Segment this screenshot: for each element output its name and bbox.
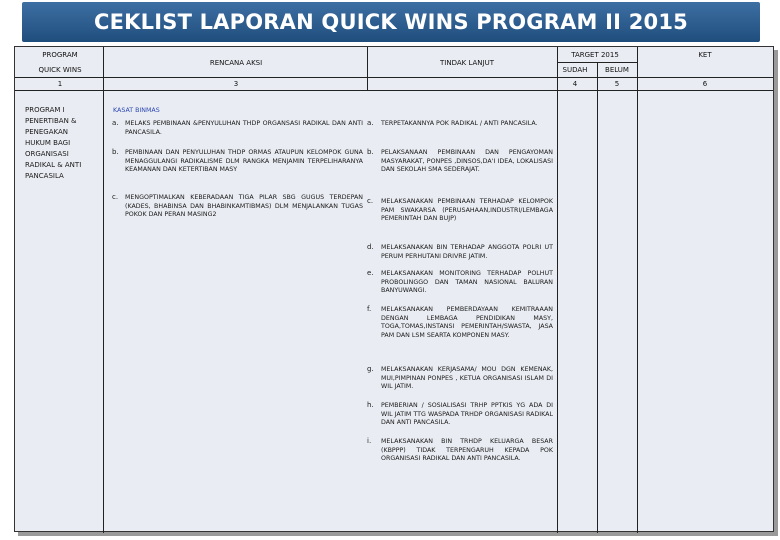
tindak-item-a: TERPETAKANNYA POK RADIKAL / ANTI PANCASILA. [381,120,538,127]
tindak-label-e: e. [367,269,374,277]
tindak-label-a: a. [367,119,374,127]
num-col-3: 3 [233,80,239,88]
title-banner [22,2,760,42]
header-rencana: RENCANA AKSI [209,59,263,67]
grid-line [557,47,558,533]
header-sudah: SUDAH [562,66,588,74]
program-line: PROGRAM I [25,106,65,114]
header-program-line2: QUICK WINS [38,66,82,74]
program-line: ORGANISASI [25,150,69,158]
tindak-label-g: g. [367,365,374,373]
tindak-label-f: f. [367,305,372,313]
program-line: HUKUM BAGI [25,139,71,147]
header-ket: KET [698,51,712,59]
program-line: PENERTIBAN & [25,117,77,125]
rencana-label-c: c. [112,193,119,201]
tindak-item-i: MELAKSANAKAN BIN TRHDP KELUARGA BESAR (KBPPP) TIDAK TERPENGARUH KEPADA POK ORGANISASI RADIKAL DAN ANTI PANCASILA. [381,438,553,463]
rencana-item-c: MENGOPTIMALKAN KEBERADAAN TIGA PILAR SBG GUGUS TERDEPAN (KADES, BHABINSA DAN BHABINKAMTIBMAS) DLM MENJALANKAN TUGAS POKOK DAN PERAN MASING2 [125,194,363,219]
header-tindak: TINDAK LANJUT [440,59,494,67]
num-col-1: 1 [57,80,63,88]
tindak-label-d: d. [367,243,374,251]
grid-line [15,90,773,91]
grid-line [637,47,638,533]
header-program-line1: PROGRAM [42,51,78,59]
grid-line [15,77,773,78]
rencana-item-a: MELAKS PEMBINAAN &PENYULUHAN THDP ORGANSASI RADIKAL DAN ANTI PANCASILA. [125,120,363,136]
rencana-label-b: b. [112,148,119,156]
program-line: RADIKAL & ANTI [25,161,82,169]
tindak-label-c: c. [367,197,374,205]
tindak-item-f: MELAKSANAKAN PEMBERDAYAAN KEMITRAAAN DENGAN LEMBAGA PENDIDIKAN MASY, TOGA,TOMAS,INSTANSI PEMERINTAH/SWASTA, JASA PAM DAN LSM SEARTA KOMPONEN MASY. [381,306,553,339]
grid-line [597,62,598,533]
kasat-label: KASAT BINMAS [113,107,160,114]
program-line: PANCASILA [25,172,64,180]
num-col-6: 6 [702,80,708,88]
tindak-label-b: b. [367,148,374,156]
program-cell [25,105,97,182]
program-line: PENEGAKAN [25,128,69,136]
num-col-5: 5 [614,80,620,88]
tindak-item-e: MELAKSANAKAN MONITORING TERHADAP POLHUT PROBOLINGGO DAN TAMAN NASIONAL BALURAN BANYUWANGI. [381,270,553,295]
table-body [14,46,774,532]
page-title: CEKLIST LAPORAN QUICK WINS PROGRAM II 2015 [94,10,688,34]
tindak-item-d: MELAKSANAKAN BIN TERHADAP ANGGOTA POLRI UT PERUM PERHUTANI DRIVRE JATIM. [381,244,553,260]
num-col-4: 4 [572,80,578,88]
grid-line [103,47,104,533]
tindak-item-c: MELAKSANAKAN PEMBINAAN TERHADAP KELOMPOK PAM SWAKARSA (PERUSAHAAN,INDUSTRI/LEMBAGA PEMERINTAH DAN BUJP) [381,198,553,223]
tindak-item-b: PELAKSANAAN PEMBINAAN DAN PENGAYOMAN MASYARAKAT, PONPES ,DINSOS,DA'I IDEA, LOKALISASI DAN SEKOLAH SMA SEDERAJAT. [381,149,553,174]
header-belum: BELUM [605,66,629,74]
rencana-label-a: a. [112,119,119,127]
grid-line [367,47,368,90]
tindak-label-i: i. [367,437,372,445]
tindak-label-h: h. [367,401,374,409]
tindak-item-h: PEMBERIAN / SOSIALISASI TRHP PPTKIS YG ADA DI WIL JATIM TTG WASPADA TRHDP ORGANISASI RADIKAL DAN ANTI PANCASILA. [381,402,553,427]
rencana-item-b: PEMBINAAN DAN PENYULUHAN THDP ORMAS ATAUPUN KELOMPOK GUNA MENAGGULANGI RADIKALISME DLM RANGKA MENJAMIN TERPELIHARANYA KEAMANAN DAN KETERTIBAN MASY [125,149,363,174]
tindak-item-g: MELAKSANAKAN KERJASAMA/ MOU DGN KEMENAK, MUI,PIMPINAN PONPES , KETUA ORGANISASI ISLAM DI WIL JATIM. [381,366,553,391]
checklist-table [14,46,774,532]
header-target: TARGET 2015 [571,51,619,59]
